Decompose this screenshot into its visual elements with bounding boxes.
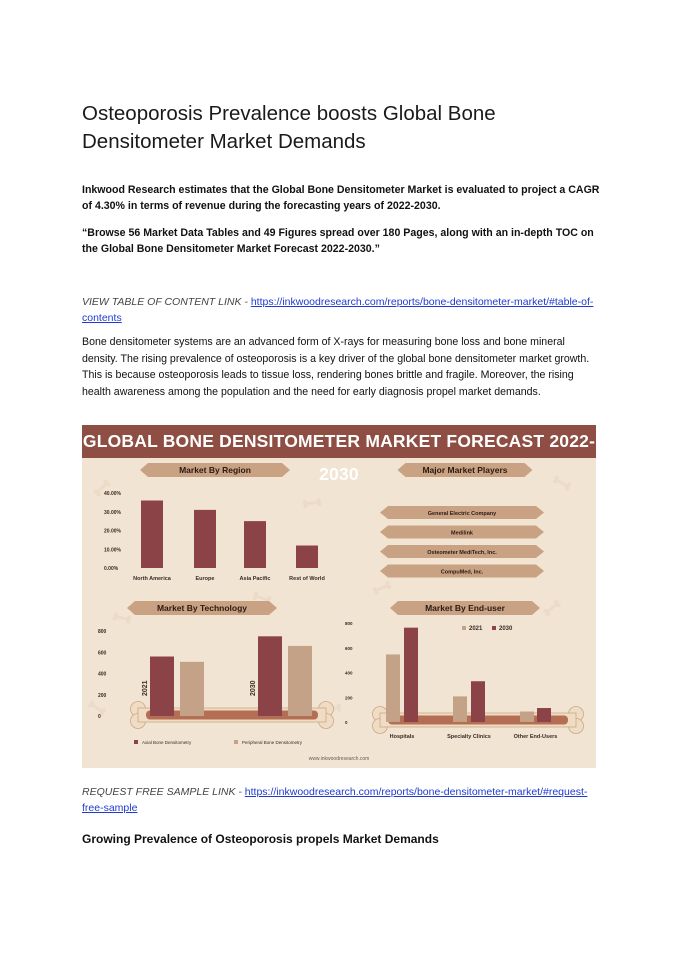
enduser-legend-swatch-0 bbox=[462, 626, 466, 630]
enduser-chart-title: Market By End-user bbox=[425, 603, 505, 613]
enduser-xlabel-2: Other End-Users bbox=[513, 734, 558, 740]
technology-bar-0-0 bbox=[150, 657, 174, 717]
enduser-xlabel-1: Specialty Clinics bbox=[447, 734, 491, 740]
background-bone-4 bbox=[112, 612, 132, 624]
enduser-ytick-4: 0 bbox=[345, 720, 348, 725]
enduser-legend-label-0: 2021 bbox=[469, 626, 483, 632]
enduser-bar-2-0 bbox=[520, 712, 534, 722]
technology-year-label-0: 2021 bbox=[142, 680, 149, 696]
region-xlabel-2: Asia Pacific bbox=[239, 576, 271, 582]
region-ytick-1: 30.00% bbox=[104, 509, 121, 516]
market-infographic bbox=[82, 425, 596, 768]
background-bone-3 bbox=[372, 580, 392, 595]
region-ytick-4: 0.00% bbox=[104, 566, 119, 572]
enduser-ytick-1: 600 bbox=[345, 645, 353, 651]
region-ytick-2: 20.00% bbox=[104, 528, 121, 535]
enduser-bar-1-1 bbox=[471, 681, 485, 722]
background-bone-7 bbox=[87, 699, 107, 716]
enduser-ytick-0: 800 bbox=[345, 621, 353, 626]
region-xlabel-1: Europe bbox=[195, 576, 215, 582]
infographic-footer: www.inkwoodresearch.com bbox=[308, 756, 370, 762]
background-bone-2 bbox=[552, 475, 572, 491]
enduser-bar-0-1 bbox=[404, 628, 418, 722]
technology-ytick-3: 200 bbox=[98, 692, 107, 699]
technology-ytick-4: 0 bbox=[98, 714, 101, 720]
technology-bar-0-1 bbox=[180, 662, 204, 716]
toc-link-label: VIEW TABLE OF CONTENT LINK - bbox=[82, 296, 251, 308]
technology-bar-1-1 bbox=[288, 646, 312, 716]
infographic-charts bbox=[82, 458, 596, 756]
player-name-1: Medilink bbox=[450, 530, 474, 537]
technology-year-label-1: 2030 bbox=[250, 680, 257, 696]
player-name-2: Osteometer MediTech, Inc. bbox=[427, 549, 497, 556]
region-bar-0 bbox=[141, 501, 163, 569]
sample-link-line bbox=[82, 784, 602, 816]
enduser-ytick-3: 200 bbox=[345, 695, 353, 701]
sample-link[interactable]: https://inkwoodresearch.com/reports/bone-densitometer-market/#request-free-sample bbox=[82, 786, 588, 814]
region-ytick-3: 10.00% bbox=[104, 547, 121, 554]
enduser-bar-0-0 bbox=[386, 654, 400, 722]
region-chart-title: Market By Region bbox=[179, 465, 251, 475]
background-bone-1 bbox=[302, 498, 321, 509]
region-bar-2 bbox=[244, 521, 266, 568]
background-bone-5 bbox=[542, 599, 561, 617]
enduser-bar-1-0 bbox=[453, 696, 467, 722]
sample-link-label: REQUEST FREE SAMPLE LINK - bbox=[82, 786, 245, 798]
enduser-bar-2-1 bbox=[537, 708, 551, 722]
technology-ytick-0: 800 bbox=[98, 629, 107, 635]
section-heading: Growing Prevalence of Osteoporosis propels Market Demands bbox=[82, 832, 439, 846]
region-xlabel-3: Rest of World bbox=[289, 576, 325, 582]
technology-chart-title: Market By Technology bbox=[156, 603, 248, 613]
technology-legend-label-0: Axial Bone Densitometry bbox=[142, 740, 192, 745]
player-name-3: CompuMed, Inc. bbox=[440, 569, 484, 576]
players-list-title: Major Market Players bbox=[422, 465, 508, 475]
region-ytick-0: 40.00% bbox=[104, 491, 121, 497]
technology-ytick-2: 400 bbox=[98, 671, 107, 678]
toc-link[interactable]: https://inkwoodresearch.com/reports/bone-densitometer-market/#table-of-contents bbox=[82, 296, 594, 324]
technology-legend-swatch-0 bbox=[134, 740, 138, 744]
enduser-legend-swatch-1 bbox=[492, 626, 496, 630]
region-bar-1 bbox=[194, 510, 216, 568]
player-name-0: General Electric Company bbox=[427, 510, 497, 517]
enduser-legend-label-1: 2030 bbox=[499, 626, 513, 632]
body-paragraph: Bone densitometer systems are an advanced form of X-rays for measuring bone loss and bone mineral density. The rising prevalence of osteoporosis is a key driver of the global bone densitometer market growth. This is because osteoporosis leads to tissue loss, rendering bones brittle and fragile. Moreover, the rising health awareness among the population and the need for early diagnosis propel market demands. bbox=[82, 336, 590, 398]
toc-link-line bbox=[82, 294, 602, 326]
page-title: Osteoporosis Prevalence boosts Global Bone Densitometer Market Demands bbox=[82, 102, 496, 153]
technology-ytick-1: 600 bbox=[98, 650, 107, 657]
infographic-header: GLOBAL BONE DENSITOMETER MARKET FORECAST 2022-2030 bbox=[82, 425, 596, 458]
region-xlabel-0: North America bbox=[133, 576, 171, 582]
browse-quote-paragraph: “Browse 56 Market Data Tables and 49 Figures spread over 180 Pages, along with an in-depth TOC on the Global Bone Densitometer Market Forecast 2022-2030.” bbox=[82, 227, 594, 255]
enduser-ytick-2: 400 bbox=[345, 670, 353, 676]
technology-legend-label-1: Peripheral Bone Densitometry bbox=[242, 740, 303, 745]
technology-legend-swatch-1 bbox=[234, 740, 238, 744]
region-bar-3 bbox=[296, 546, 318, 569]
enduser-xlabel-0: Hospitals bbox=[389, 734, 415, 740]
technology-bar-1-0 bbox=[258, 636, 282, 716]
intro-paragraph: Inkwood Research estimates that the Global Bone Densitometer Market is evaluated to project a CAGR of 4.30% in terms of revenue during the forecasting years of 2022-2030. bbox=[82, 184, 600, 212]
